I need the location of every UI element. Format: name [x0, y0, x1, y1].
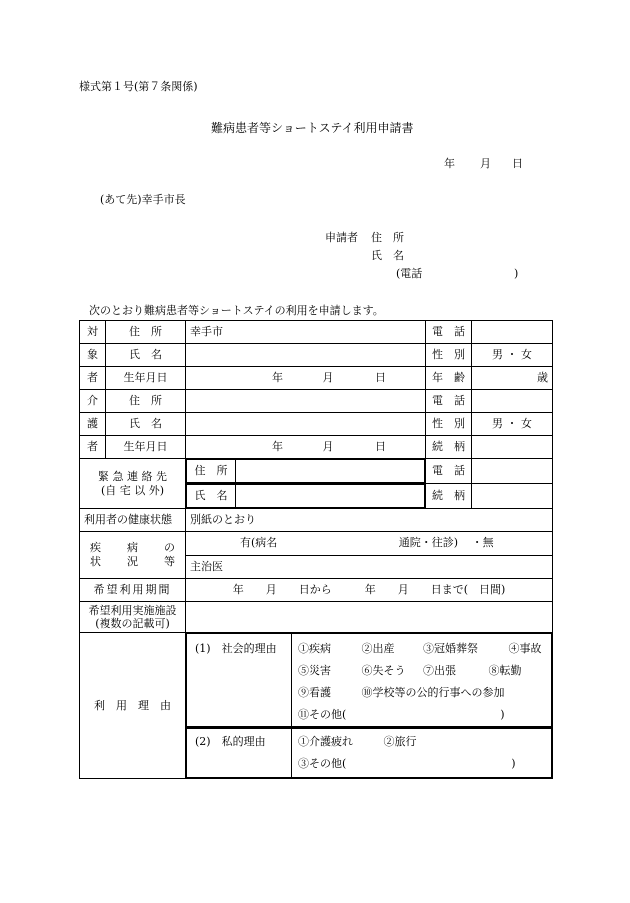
caregiver-group-char-3: 者: [80, 436, 106, 459]
emergency-name-field[interactable]: [236, 485, 425, 508]
option-school-event[interactable]: ⑩学校等の公的行事への参加: [361, 686, 505, 699]
emergency-phone-field[interactable]: [472, 459, 553, 484]
option-travel[interactable]: ②旅行: [383, 735, 417, 748]
target-age-field[interactable]: [472, 367, 553, 390]
option-care-fatigue[interactable]: ①介護疲れ: [298, 735, 353, 748]
target-age-label: 年 齢: [426, 367, 472, 390]
target-birth-year: 年: [272, 371, 283, 384]
application-form-table: [79, 320, 553, 779]
caregiver-group-char-1: 介: [80, 390, 106, 413]
emergency-address-cell[interactable]: [186, 459, 426, 484]
target-phone-label: 電 話: [426, 321, 472, 344]
disease-visit-option[interactable]: 通院・往診): [398, 536, 459, 550]
option-disaster[interactable]: ⑤災害: [298, 664, 331, 677]
private-reason-label: (2) 私的理由: [187, 729, 292, 778]
option-social-other[interactable]: ⑪その他( ): [298, 708, 505, 721]
period-field[interactable]: 年 月 日から 年 月 日まで( 日間): [186, 579, 553, 602]
emergency-contact-label: [80, 459, 186, 509]
facility-field[interactable]: [186, 602, 553, 633]
caregiver-birth-month: 月: [322, 440, 334, 453]
emergency-label-line2: (自 宅 以 外): [100, 483, 165, 497]
caregiver-phone-field[interactable]: [472, 390, 553, 413]
target-name-field[interactable]: [186, 344, 426, 367]
option-disappearance[interactable]: ⑥失そう: [361, 664, 406, 677]
social-reason-options: [292, 634, 552, 727]
target-group-char-3: 者: [80, 367, 106, 390]
private-reason-cell: [186, 728, 553, 779]
target-birth-label: 生年月日: [106, 367, 186, 390]
option-accident[interactable]: ④事故: [508, 642, 542, 655]
option-ceremony[interactable]: ③冠婚葬祭: [423, 642, 478, 655]
disease-yes-prefix: 有(病名: [240, 536, 278, 550]
applicant-role-label: 申請者: [325, 231, 358, 244]
emergency-address-label: 住 所: [187, 460, 236, 483]
caregiver-address-field[interactable]: [186, 390, 426, 413]
caregiver-birth-field[interactable]: [186, 436, 426, 459]
emergency-relation-field[interactable]: [472, 484, 553, 509]
caregiver-relation-field[interactable]: [472, 436, 553, 459]
applicant-phone-close: ): [514, 267, 519, 280]
health-label: 利用者の健康状態: [80, 509, 186, 532]
caregiver-birth-day: 日: [375, 440, 386, 453]
social-reason-line-3: [298, 682, 551, 704]
target-group-char-1: 対: [80, 321, 106, 344]
target-birth-day: 日: [375, 371, 386, 384]
disease-label-char-2: 病: [127, 541, 138, 554]
social-reason-line-2: [298, 660, 551, 682]
facility-label: [80, 602, 186, 633]
option-private-other[interactable]: ③その他( ): [298, 757, 516, 770]
private-reason-line-1: [298, 731, 551, 753]
target-birth-month: 月: [322, 371, 334, 384]
date-day-label: 日: [512, 157, 523, 170]
disease-label-char-4: 状: [90, 555, 101, 568]
private-reason-options: [292, 729, 552, 778]
intro-text: 次のとおり難病患者等ショートステイの利用を申請します。: [89, 304, 384, 317]
option-business-trip[interactable]: ⑦出張: [423, 664, 456, 677]
facility-label-line1: 希望利用実施施設: [88, 604, 177, 617]
social-reason-cell: [186, 633, 553, 728]
caregiver-address-label: 住 所: [106, 390, 186, 413]
period-label: 希望利用期間: [80, 579, 186, 602]
social-reason-line-4: [298, 704, 551, 726]
target-age-unit: 歳: [537, 371, 548, 384]
target-address-field[interactable]: 幸手市: [186, 321, 426, 344]
reason-label: 利 用 理 由: [80, 633, 186, 779]
social-reason-line-1: [298, 638, 551, 660]
caregiver-name-field[interactable]: [186, 413, 426, 436]
caregiver-name-label: 氏 名: [106, 413, 186, 436]
emergency-address-field[interactable]: [236, 460, 425, 483]
disease-status-label: [80, 532, 186, 579]
caregiver-phone-label: 電 話: [426, 390, 472, 413]
target-address-label: 住 所: [106, 321, 186, 344]
health-value[interactable]: 別紙のとおり: [186, 509, 553, 532]
caregiver-birth-year: 年: [272, 440, 283, 453]
doctor-label: 主治医: [190, 559, 223, 573]
disease-label-char-6: 等: [164, 555, 175, 568]
date-year-label: 年: [444, 157, 455, 170]
caregiver-birth-label: 生年月日: [106, 436, 186, 459]
emergency-phone-label: 電 話: [426, 459, 472, 484]
caregiver-relation-label: 続 柄: [426, 436, 472, 459]
option-illness[interactable]: ①疾病: [298, 642, 331, 655]
target-group-char-2: 象: [80, 344, 106, 367]
target-birth-field[interactable]: [186, 367, 426, 390]
facility-label-line2: (複数の記載可): [95, 617, 170, 630]
caregiver-group-char-2: 護: [80, 413, 106, 436]
target-sex-label: 性 別: [426, 344, 472, 367]
emergency-label-line1: 緊 急 連 絡 先: [98, 469, 167, 483]
target-phone-field[interactable]: [472, 321, 553, 344]
target-name-label: 氏 名: [106, 344, 186, 367]
emergency-name-label: 氏 名: [187, 485, 236, 508]
emergency-name-cell[interactable]: [186, 484, 426, 509]
emergency-relation-label: 続 柄: [426, 484, 472, 509]
option-transfer[interactable]: ⑧転勤: [488, 664, 522, 677]
option-nursing[interactable]: ⑨看護: [298, 686, 331, 699]
option-childbirth[interactable]: ②出産: [361, 642, 395, 655]
disease-name-field[interactable]: [186, 532, 553, 556]
applicant-name-label: 氏 名: [371, 249, 404, 262]
addressee: (あて先)幸手市長: [100, 193, 186, 206]
disease-label-char-5: 況: [127, 555, 138, 568]
date-month-label: 月: [480, 157, 491, 170]
target-sex-choice[interactable]: 男 ・ 女: [472, 344, 553, 367]
doctor-field[interactable]: [186, 555, 553, 579]
disease-label-char-3: の: [164, 541, 175, 554]
caregiver-sex-label: 性 別: [426, 413, 472, 436]
disease-none-option[interactable]: ・無: [471, 536, 494, 550]
form-title: 難病患者等ショートステイ利用申請書: [211, 121, 414, 135]
social-reason-label: (1) 社会的理由: [187, 634, 292, 727]
caregiver-sex-choice[interactable]: 男 ・ 女: [472, 413, 553, 436]
applicant-address-label: 住 所: [371, 231, 404, 244]
private-reason-line-2: [298, 753, 551, 775]
disease-label-char-1: 疾: [90, 541, 101, 554]
form-number: 様式第１号(第７条関係): [79, 80, 198, 93]
applicant-phone-open: (電話: [396, 267, 423, 280]
